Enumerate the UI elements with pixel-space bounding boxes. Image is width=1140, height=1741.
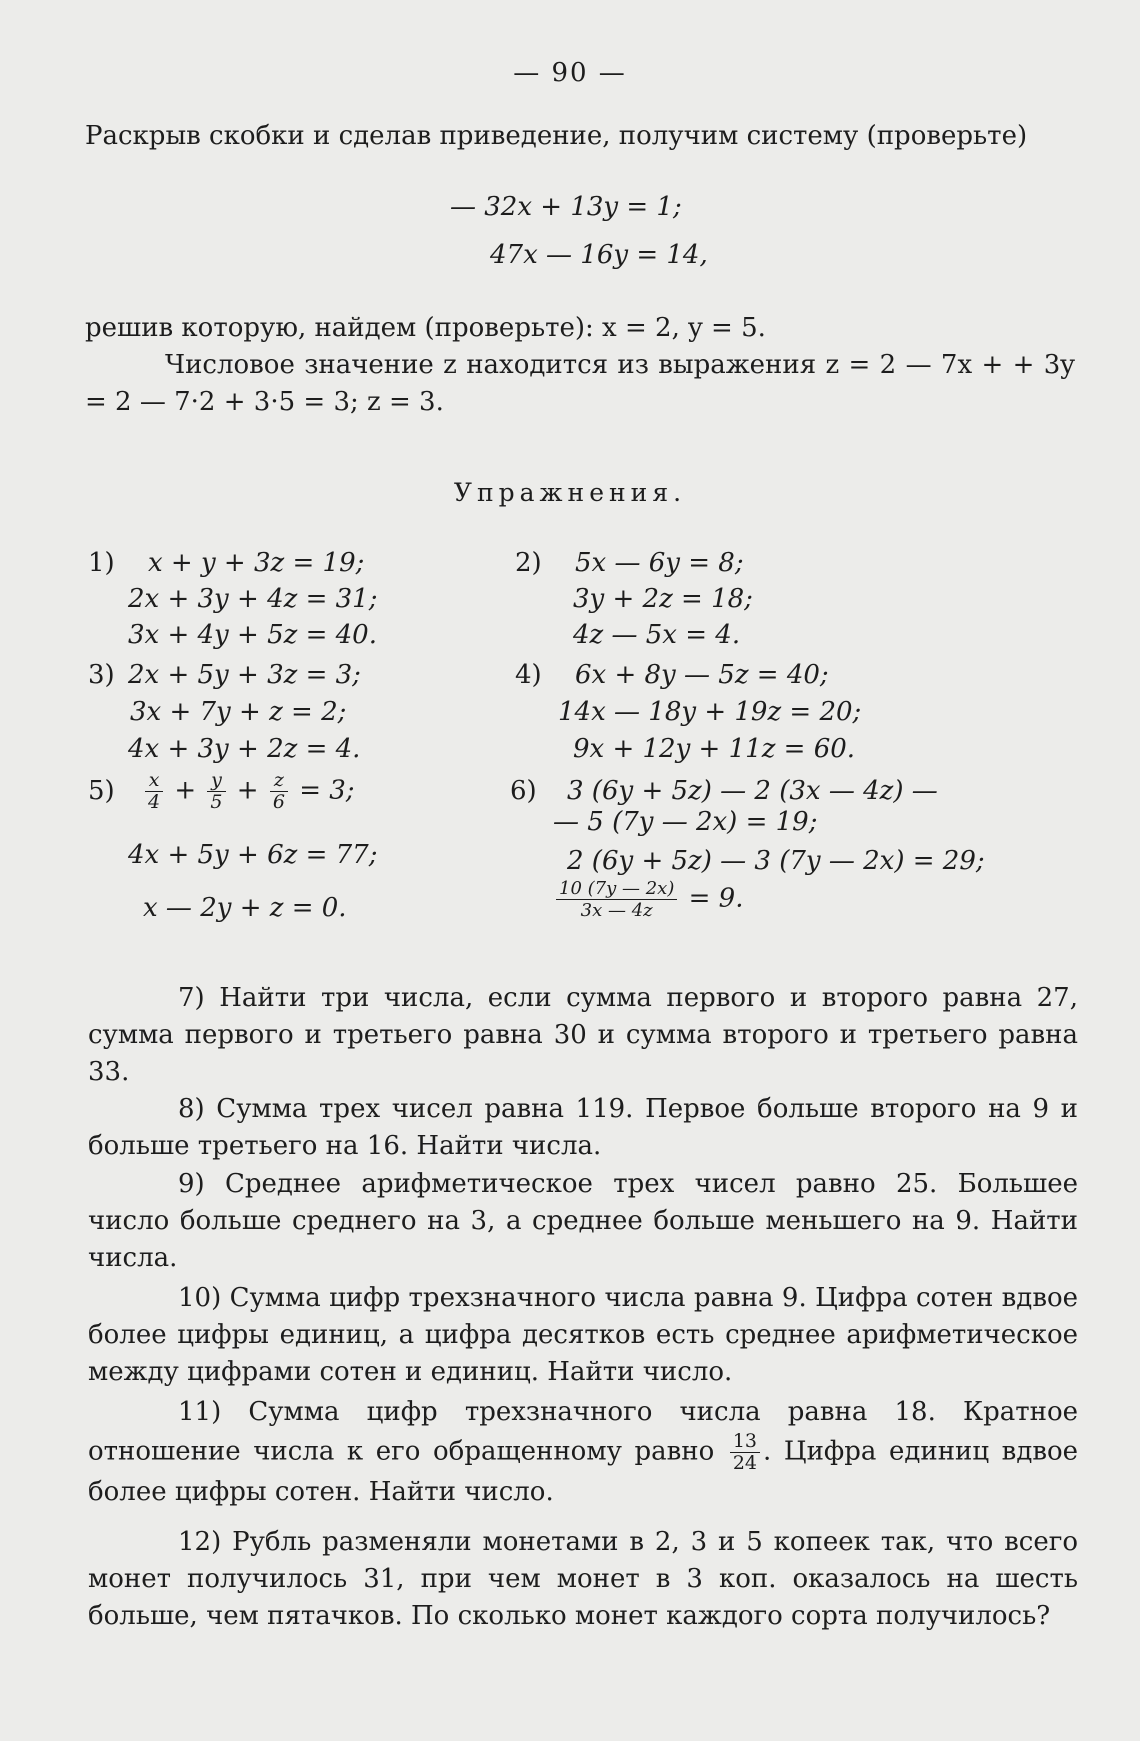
denominator: 6	[272, 791, 285, 813]
exercise-number: 1)	[88, 548, 115, 578]
problem-8	[88, 1091, 1078, 1165]
numerator: x	[145, 770, 163, 792]
equation: x — 2y + z = 0.	[143, 893, 347, 923]
numerator: 13	[730, 1431, 760, 1453]
fraction	[145, 770, 163, 813]
equation-rest: = 3;	[299, 775, 355, 806]
problem-text: 7) Найти три числа, если сумма первого и второго равна 27, сумма первого и третьего равна 30 и сумма второго и третьего равна 33.	[88, 983, 1078, 1087]
equation: 5x — 6y = 8;	[575, 548, 744, 578]
equation: — 5 (7y — 2x) = 19;	[553, 807, 818, 837]
equation: 6x + 8y — 5z = 40;	[575, 660, 829, 690]
equation: 3 (6y + 5z) — 2 (3x — 4z) —	[567, 776, 938, 806]
problem-text: . Цифра единиц вдвое более цифры сотен. Найти число.	[88, 1436, 1079, 1507]
exercise-number: 3)	[88, 660, 115, 690]
equation: 2 (6y + 5z) — 3 (7y — 2x) = 29;	[567, 846, 985, 876]
problem-text: 8) Сумма трех чисел равна 119. Первое больше второго на 9 и больше третьего на 16. Найти числа.	[88, 1094, 1078, 1161]
denominator: 24	[732, 1452, 758, 1474]
equation: x + y + 3z = 19;	[148, 548, 365, 578]
problem-text: 10) Сумма цифр трехзначного числа равна 9. Цифра сотен вдвое более цифры единиц, а цифра десятков есть среднее арифметическое между цифрами сотен и единиц. Найти число.	[88, 1283, 1078, 1387]
problem-11	[88, 1394, 1078, 1511]
problem-7	[88, 980, 1078, 1091]
numerator: z	[270, 770, 288, 792]
numerator: y	[207, 770, 225, 792]
equation: 3x + 7y + z = 2;	[130, 697, 347, 727]
problem-10	[88, 1280, 1078, 1391]
intro-text: Раскрыв скобки и сделав приведение, получим систему (проверьте)	[85, 121, 1028, 151]
equation: 4x + 5y + 6z = 77;	[128, 840, 378, 870]
system-eq-1: — 32x + 13y = 1;	[450, 192, 682, 222]
equation: 3x + 4y + 5z = 40.	[128, 620, 377, 650]
denominator: 3x — 4z	[580, 900, 653, 921]
fraction	[556, 878, 677, 921]
exercise-number: 4)	[515, 660, 542, 690]
problem-text: 9) Среднее арифметическое трех чисел равно 25. Большее число больше среднего на 3, а среднее больше меньшего на 9. Найти числа.	[88, 1169, 1078, 1273]
problem-12	[88, 1524, 1078, 1635]
section-title: Упражнения.	[453, 478, 687, 507]
fraction	[207, 770, 225, 813]
exercise-number: 6)	[510, 776, 537, 806]
page-number: — 90 —	[513, 58, 627, 88]
equation: 2x + 3y + 4z = 31;	[128, 584, 378, 614]
system-eq-2: 47x — 16y = 14,	[490, 240, 708, 270]
exercise-number: 2)	[515, 548, 542, 578]
equation: 4x + 3y + 2z = 4.	[128, 734, 361, 764]
exercise-number: 5)	[88, 776, 115, 806]
fraction-equation: $\frac{x}{4}$ + $\frac{y}{5}$ + $\frac{z}{6}$ = 3;	[142, 770, 355, 813]
fraction	[730, 1431, 760, 1474]
problem-text: 12) Рубль разменяли монетами в 2, 3 и 5 копеек так, что всего монет получилось 31, при чем монет в 3 коп. оказалось на шесть больше, чем пятачков. По сколько монет каждого сорта получилось?	[88, 1527, 1078, 1631]
problem-9	[88, 1166, 1078, 1277]
equation: 3y + 2z = 18;	[573, 584, 753, 614]
equation-rest: = 9.	[688, 883, 744, 914]
denominator: 4	[148, 791, 161, 813]
equation: 2x + 5y + 3z = 3;	[128, 660, 361, 690]
z-value-text: Числовое значение z находится из выражения z = 2 — 7x + + 3y = 2 — 7·2 + 3·5 = 3; z = 3.	[85, 350, 1075, 417]
problem-text: 11) Сумма цифр трехзначного числа равна 18. Кратное отношение числа к его обращенному равно	[88, 1397, 1078, 1467]
equation: 4z — 5x = 4.	[573, 620, 741, 650]
fraction-equation	[553, 878, 743, 921]
equation: 14x — 18y + 19z = 20;	[558, 697, 862, 727]
numerator: 10 (7y — 2x)	[556, 878, 677, 900]
fraction	[270, 770, 288, 813]
solution-text: решив которую, найдем (проверьте): x = 2, y = 5.	[85, 313, 766, 343]
denominator: 5	[210, 791, 223, 813]
equation: 9x + 12y + 11z = 60.	[573, 734, 856, 764]
